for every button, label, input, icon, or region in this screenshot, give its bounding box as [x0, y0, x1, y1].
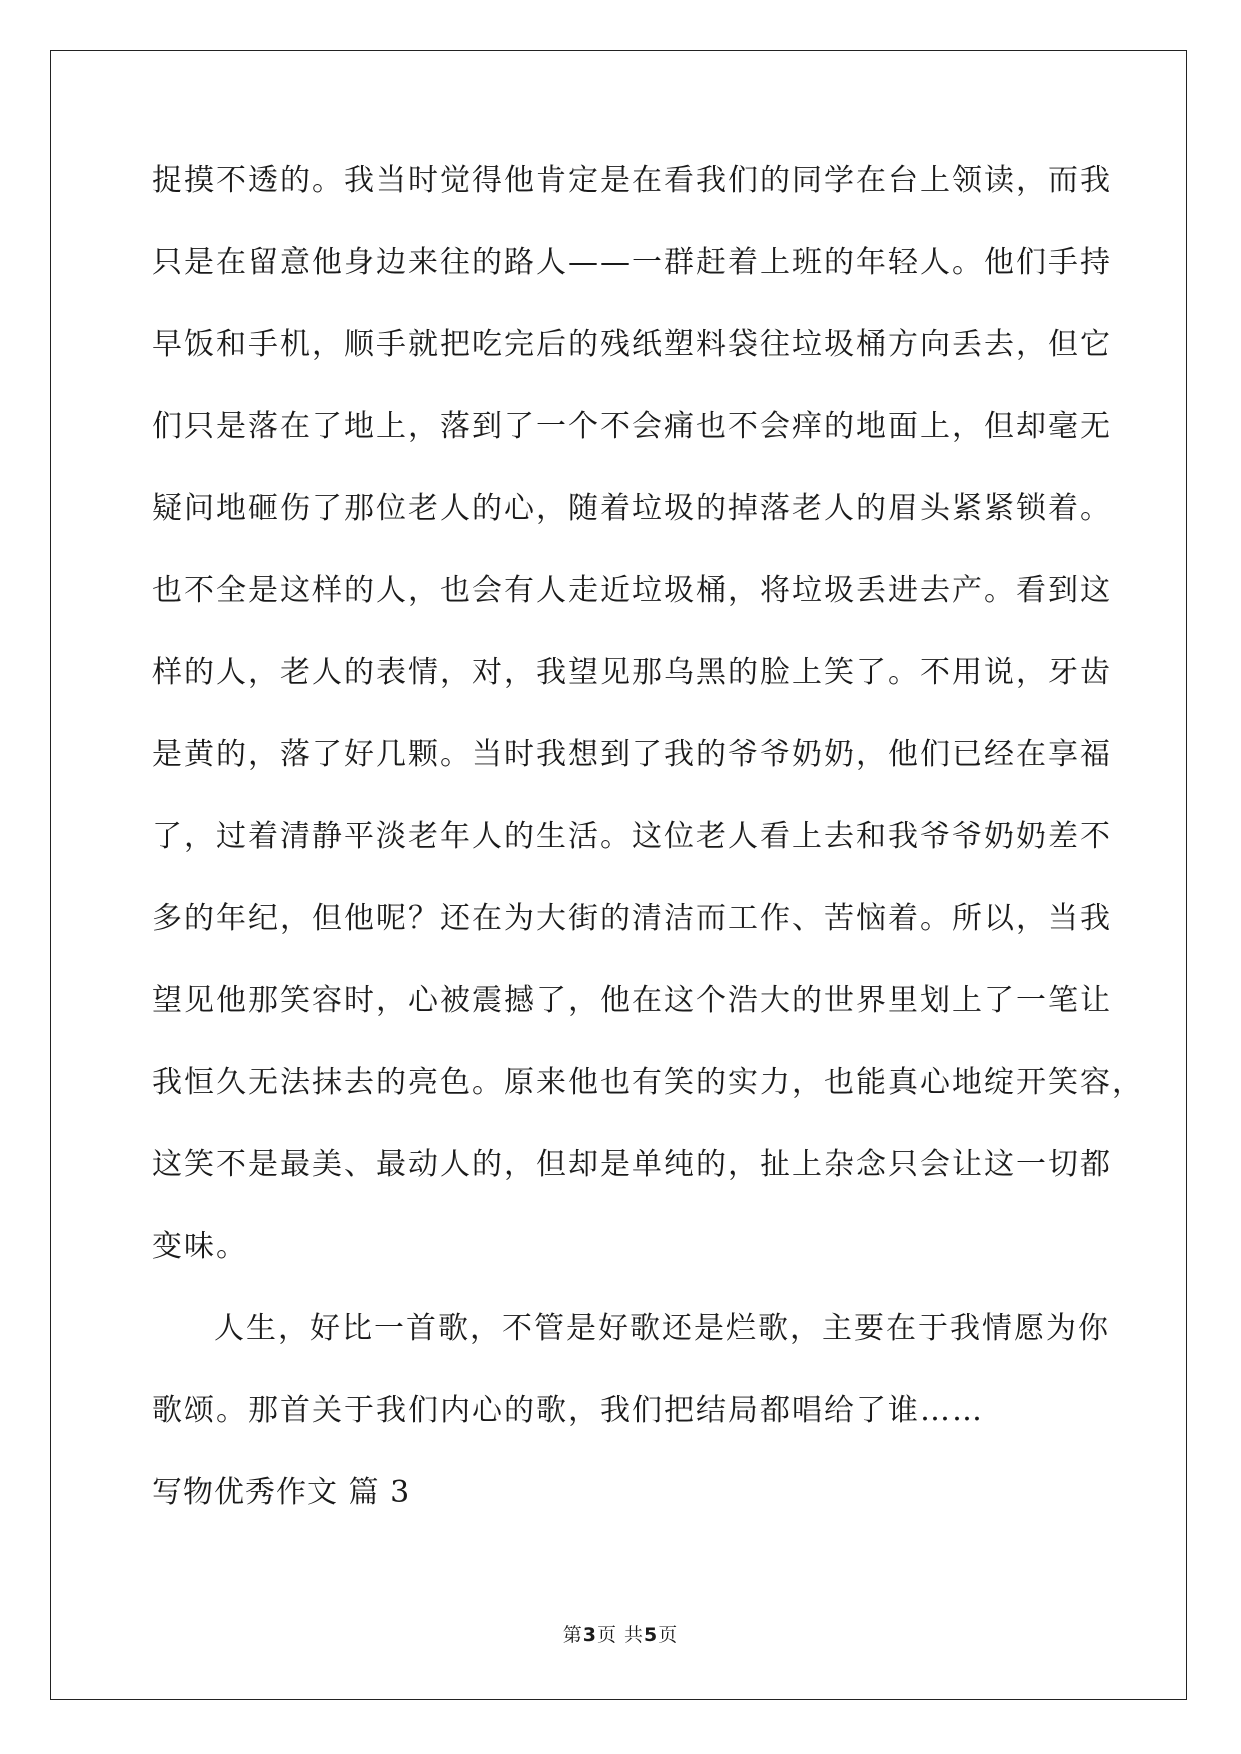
- text-line: 疑问地砸伤了那位老人的心，随着垃圾的掉落老人的眉头紧紧锁着。: [152, 491, 1112, 526]
- text-line: 歌颂。那首关于我们内心的歌，我们把结局都唱给了谁……: [152, 1393, 984, 1428]
- footer-middle: 页 共: [596, 1624, 645, 1646]
- text-line: 望见他那笑容时，心被震撼了，他在这个浩大的世界里划上了一笔让: [152, 983, 1112, 1018]
- text-line: 早饭和手机，顺手就把吃完后的残纸塑料袋往垃圾桶方向丢去，但它: [152, 327, 1112, 362]
- text-line: 也不全是这样的人，也会有人走近垃圾桶，将垃圾丢进去产。看到这: [152, 573, 1112, 608]
- text-line: 我恒久无法抹去的亮色。原来他也有笑的实力，也能真心地绽开笑容，: [152, 1065, 1144, 1100]
- page-footer: [0, 1620, 1241, 1647]
- section-heading: 写物优秀作文 篇 3: [152, 1475, 411, 1510]
- text-line: 人生，好比一首歌，不管是好歌还是烂歌，主要在于我情愿为你: [214, 1311, 1110, 1346]
- paragraph-2: [152, 1308, 1110, 1472]
- footer-suffix: 页: [658, 1624, 679, 1646]
- footer-current-page: 3: [582, 1624, 597, 1646]
- text-line: 是黄的，落了好几颗。当时我想到了我的爷爷奶奶，他们已经在享福: [152, 737, 1112, 772]
- text-line: 多的年纪，但他呢？还在为大街的清洁而工作、苦恼着。所以，当我: [152, 901, 1112, 936]
- text-line: 变味。: [152, 1229, 248, 1264]
- text-line: 只是在留意他身边来往的路人——一群赶着上班的年轻人。他们手持: [152, 245, 1112, 280]
- text-line: 样的人，老人的表情，对，我望见那乌黑的脸上笑了。不用说，牙齿: [152, 655, 1112, 690]
- document-body: [152, 160, 1144, 1554]
- paragraph-1: [152, 160, 1144, 1308]
- footer-total-pages: 5: [644, 1624, 659, 1646]
- text-line: 们只是落在了地上，落到了一个不会痛也不会痒的地面上，但却毫无: [152, 409, 1112, 444]
- text-line: 捉摸不透的。我当时觉得他肯定是在看我们的同学在台上领读，而我: [152, 163, 1112, 198]
- footer-prefix: 第: [562, 1624, 583, 1646]
- text-line: 这笑不是最美、最动人的，但却是单纯的，扯上杂念只会让这一切都: [152, 1147, 1112, 1182]
- text-line: 了，过着清静平淡老年人的生活。这位老人看上去和我爷爷奶奶差不: [152, 819, 1112, 854]
